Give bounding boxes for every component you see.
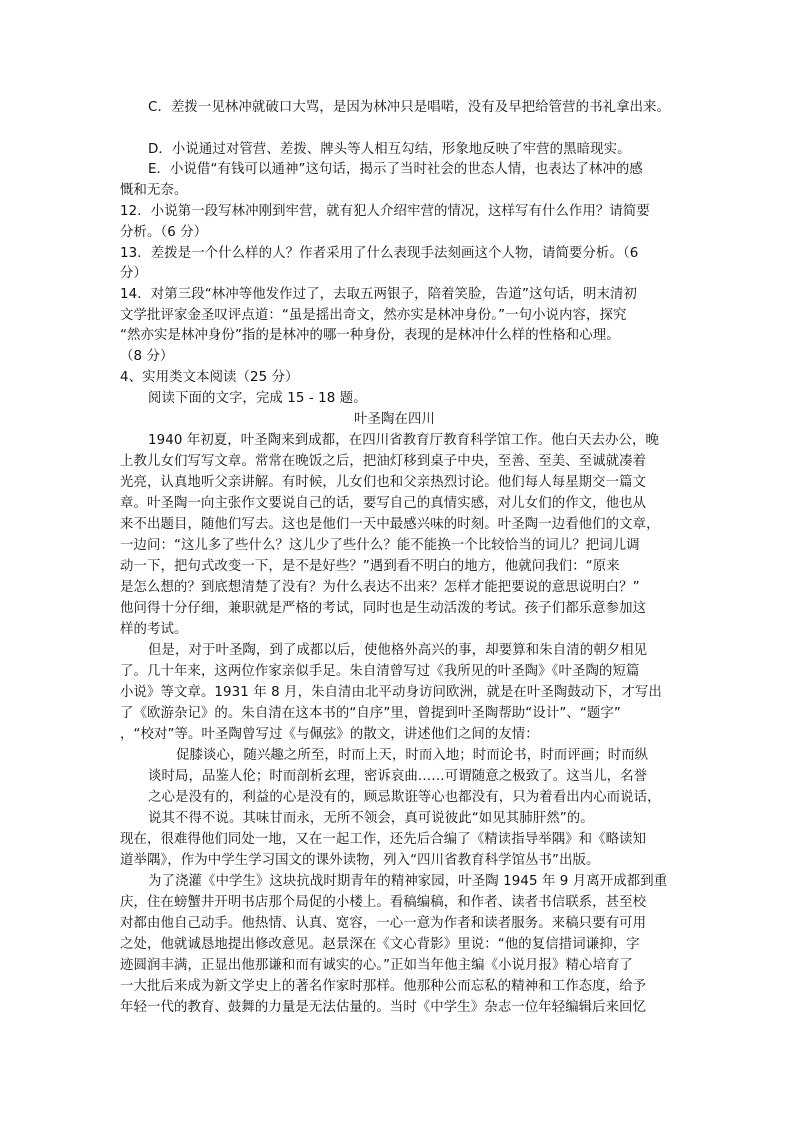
passage-line: 了《欧游杂记》的。朱自清在这本书的“自序”里，曾提到叶圣陶帮助“设计”、“题字” [120, 706, 621, 721]
passage-line: 了。几十年来，这两位作家亲似手足。朱自清曾写过《我所见的叶圣陶》《叶圣陶的短篇 [120, 664, 640, 679]
section-instruction: 阅读下面的文字，完成 15 - 18 题。 [148, 391, 367, 406]
quote-line: 谈时局，品鉴人伦；时而剖析玄理，密诉哀曲……可谓随意之极致了。这当儿，名誉 [148, 769, 648, 784]
quote-line: 之心是没有的，利益的心是没有的，顾忌欺诳等心也都没有，只为着看出内心而说话， [148, 790, 661, 805]
passage-line: 道举隅》，作为中学生学习国文的课外读物，列入“四川省教育科学馆丛书”出版。 [120, 853, 600, 868]
question-14-line4: （8 分） [120, 349, 174, 364]
option-e-line1: E．小说借“有钱可以通神”这句话，揭示了当时社会的世态人情，也表达了林冲的感 [148, 162, 643, 177]
passage-line: 一边问：“这儿多了些什么？这儿少了些什么？能不能换一个比较恰当的词儿？把词儿调 [120, 538, 640, 553]
question-14-line2: 文学批评家金圣叹评点道：“虽是摇出奇文，然亦实是林冲身份。”一句小说内容，探究 [120, 308, 627, 323]
question-12-line2: 分析。（6 分） [120, 225, 208, 240]
passage-line: 光亮，认真地听父亲讲解。有时候，儿女们也和父亲热烈讨论。他们每人每星期交一篇文 [120, 475, 647, 490]
passage-line: 但是，对于叶圣陶，到了成都以后，使他格外高兴的事，却要算和朱自清的朝夕相见 [148, 643, 648, 658]
passage-line: 为了浇灌《中学生》这块抗战时期青年的精神家园，叶圣陶 1945 年 9 月离开成都到重 [148, 874, 668, 889]
passage-line: 动一下，把句式改变一下，是不是好些？”遇到看不明白的地方，他就问我们：“原来 [120, 559, 620, 574]
passage-title: 叶圣陶在四川 [354, 412, 435, 427]
section-heading: 4、实用类文本阅读（25 分） [120, 370, 299, 385]
passage-line: 来不出题目，随他们写去。这也是他们一天中最感兴味的时刻。叶圣陶一边看他们的文章， [120, 517, 660, 532]
option-e-line2: 慨和无奈。 [120, 183, 188, 198]
passage-line: 1940 年初夏，叶圣陶来到成都，在四川省教育厅教育科学馆工作。他白天去办公，晚 [148, 433, 660, 448]
passage-line: 上教儿女们写写文章。常常在晚饭之后，把油灯移到桌子中央，至善、至美、至诚就凑着 [120, 454, 647, 469]
question-14-line1: 14．对第三段“林冲等他发作过了，去取五两银子，陪着笑脸，告道”这句话，明末清初 [120, 287, 637, 302]
question-12-line1: 12．小说第一段写林冲刚到牢营，就有犯人介绍牢营的情况，这样写有什么作用？请简要 [120, 204, 650, 219]
passage-line: 迹圆润丰满，正显出他那谦和而有诚实的心。”正如当年他主编《小说月报》精心培育了 [120, 958, 633, 973]
question-13-line2: 分） [120, 266, 147, 281]
quote-line: 促膝谈心，随兴趣之所至，时而上天，时而入地；时而论书，时而评画；时而纵 [176, 748, 649, 763]
passage-line: ，“校对”等。叶圣陶曾写过《与佩弦》的散文，讲述他们之间的友情： [120, 727, 539, 742]
passage-line: 之处，他就诚恳地提出修改意见。赵景深在《文心背影》里说：“他的复信措词谦抑，字 [120, 937, 640, 952]
passage-line: 对都由他自己动手。他热情、认真、宽容，一心一意为作者和读者服务。来稿只要有可用 [120, 916, 647, 931]
passage-line: 一大批后来成为新文学史上的著名作家时那样。他那种公而忘私的精神和工作态度，给予 [120, 979, 647, 994]
question-13-line1: 13．差拨是一个什么样的人？作者采用了什么表现手法刻画这个人物，请简要分析。（6 [120, 246, 639, 261]
quote-line: 说其不得不说。其味甘而永，无所不领会，真可说彼此“如见其肺肝然”的。 [148, 811, 594, 826]
passage-line: 是怎么想的？到底想清楚了没有？为什么表达不出来？怎样才能把要说的意思说明白？” [120, 580, 640, 595]
passage-line: 章。叶圣陶一向主张作文要说自己的话，要写自己的真情实感，对儿女们的作文，他也从 [120, 496, 647, 511]
passage-line: 庆，住在螃蟹井开明书店那个局促的小楼上。看稿编稿，和作者、读者书信联系，甚至校 [120, 895, 647, 910]
passage-line: 年轻一代的教育、鼓舞的力量是无法估量的。当时《中学生》杂志一位年轻编辑后来回忆 [120, 1000, 647, 1015]
passage-line: 现在，很难得他们同处一地，又在一起工作，还先后合编了《精读指导举隅》和《略读知 [120, 832, 647, 847]
passage-line: 他问得十分仔细，兼职就是严格的考试，同时也是生动活泼的考试。孩子们都乐意参加这 [120, 601, 647, 616]
question-14-line3: “然亦实是林冲身份”指的是林冲的哪一种身份，表现的是林冲什么样的性格和心理。 [120, 328, 620, 343]
passage-line: 样的考试。 [120, 622, 188, 637]
option-d: D．小说通过对管营、差拨、牌头等人相互勾结，形象地反映了牢营的黑暗现实。 [148, 142, 631, 157]
passage-line: 小说》等文章。1931 年 8 月，朱自清由北平动身访问欧洲，就是在叶圣陶鼓动下，才写出 [120, 685, 662, 700]
option-c: C．差拨一见林冲就破口大骂，是因为林冲只是唱喏，没有及早把给管营的书礼拿出来。 [148, 100, 671, 115]
